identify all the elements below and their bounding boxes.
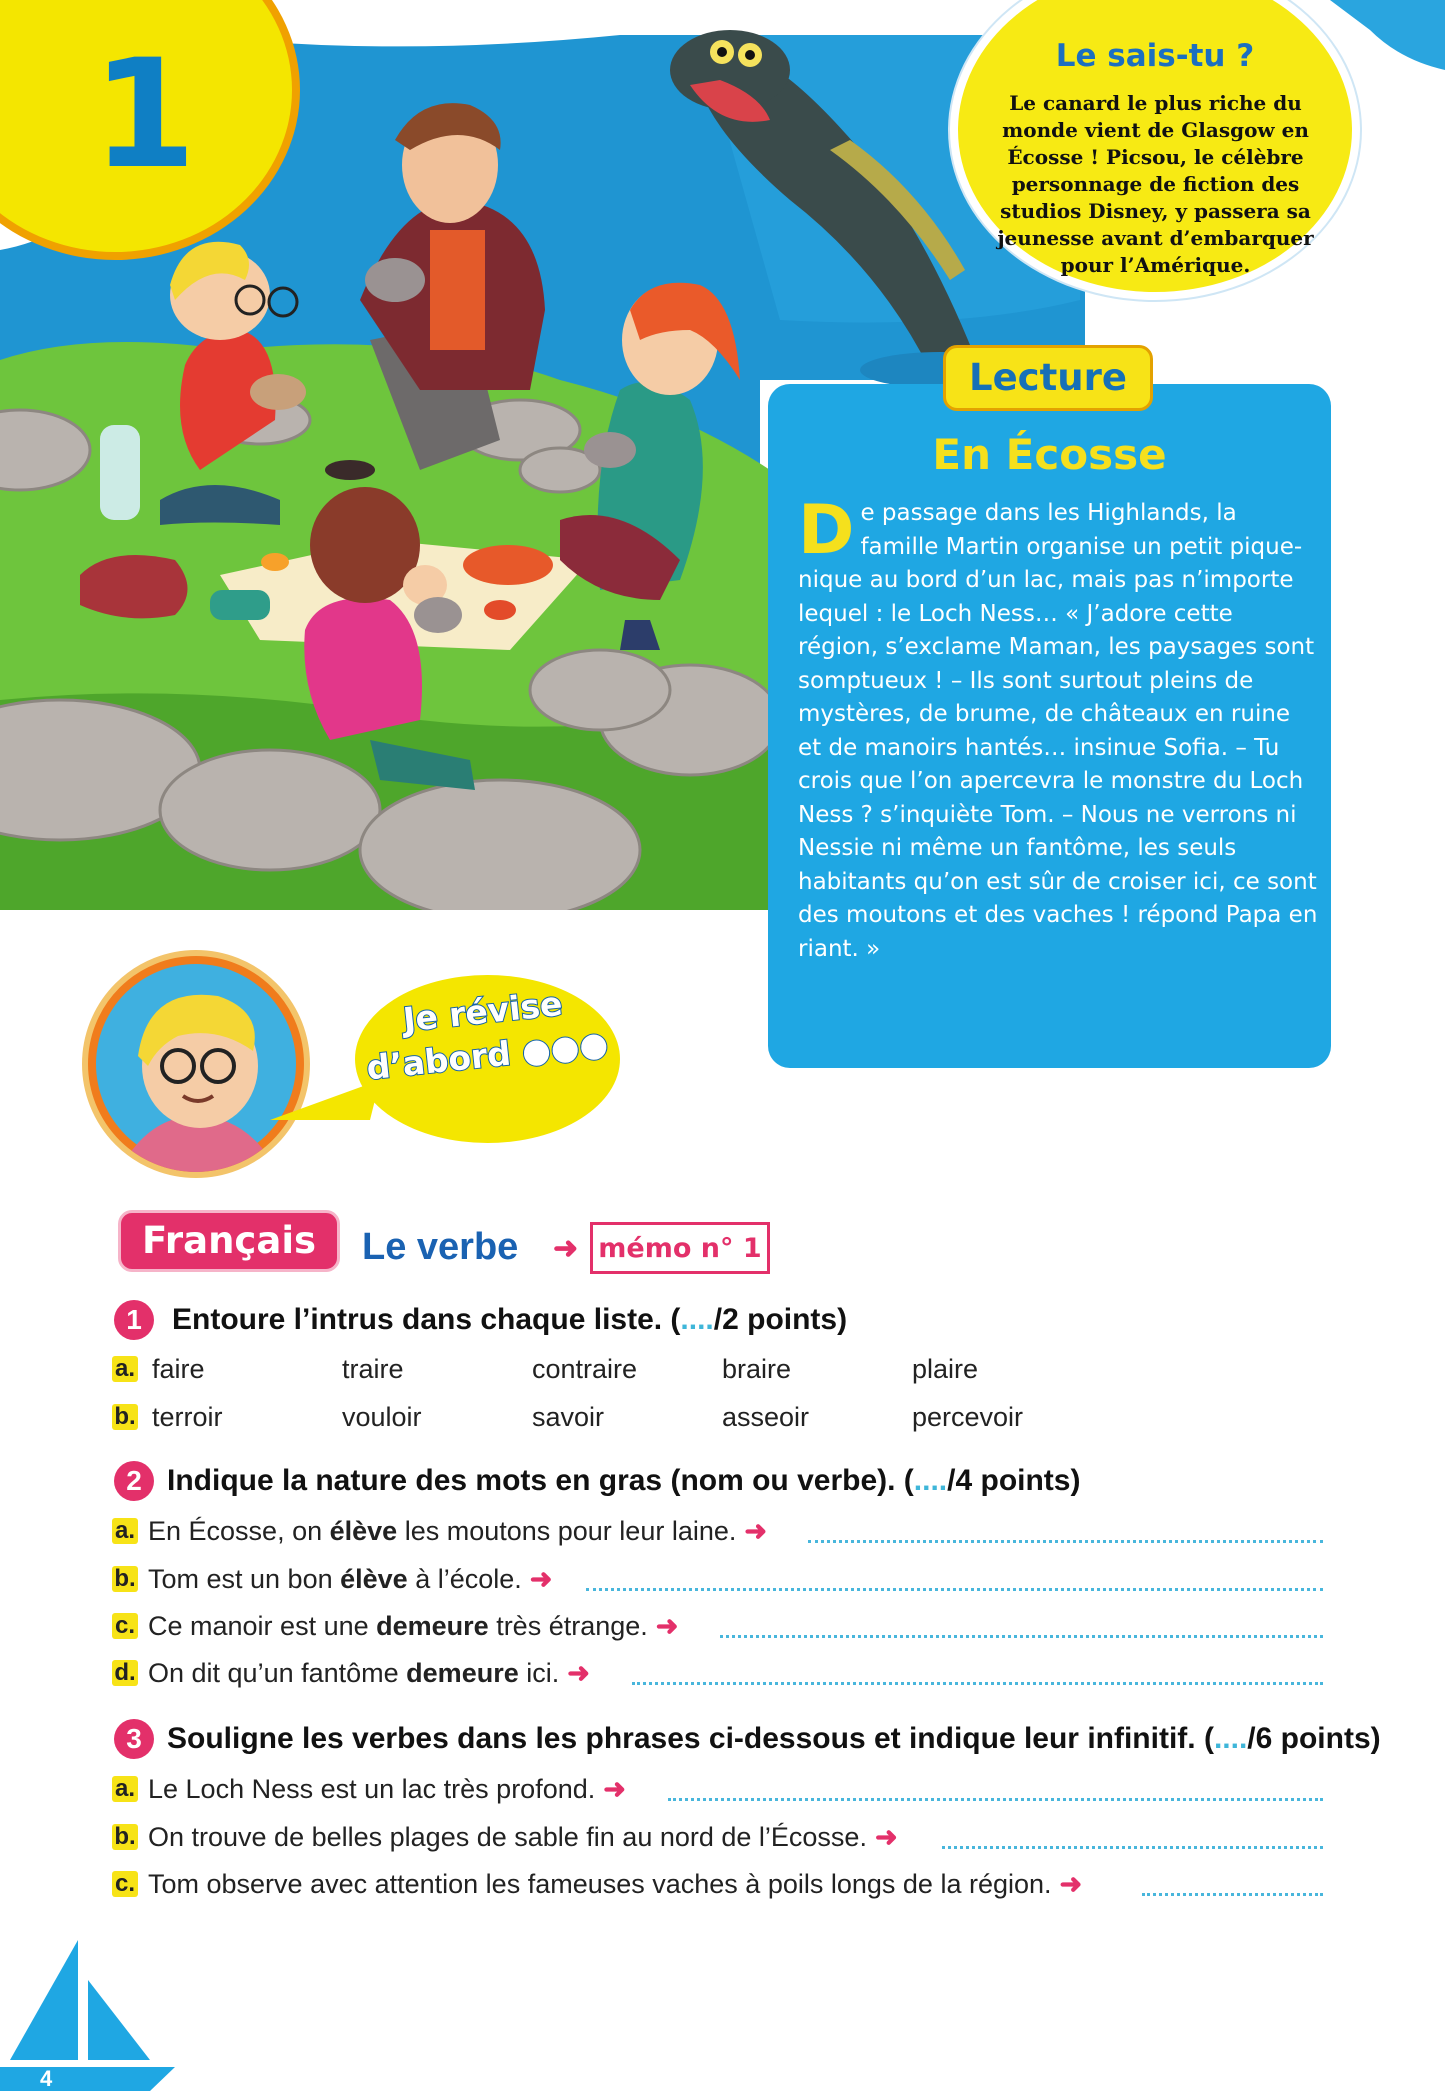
word[interactable]: percevoir: [912, 1402, 1024, 1432]
sentence-part: les moutons pour leur laine.: [397, 1516, 737, 1546]
sentence-part: Tom est un bon: [148, 1564, 341, 1594]
exercise-2-points-blank: ....: [913, 1464, 948, 1497]
word[interactable]: savoir: [532, 1402, 605, 1432]
row-letter: a.: [112, 1518, 138, 1544]
exercise-1-number: 1: [114, 1300, 154, 1340]
answer-field[interactable]: [1142, 1893, 1323, 1896]
row-letter: c.: [112, 1871, 138, 1897]
chapter-number: 1: [92, 28, 197, 202]
bold-word: demeure: [376, 1611, 489, 1641]
reading-text: e passage dans les Highlands, la famille Martin organise un petit pique-nique au bord d’un lac, mais pas n’importe lequel : le Loch Ness… « J’adore cette région, s’exclame Maman, les paysages sont somptueux ! – Ils sont surtout pleins de mystères, de brume, de châteaux en ruine et de manoirs hantés… insinue Sofia. – Tu crois que l’on apercevra le monstre du Loch Ness ? s’inquiète Tom. – Nous ne verrons ni Nessie ni même un fantôme, les seuls habitants qu’on est sûr de croiser ici, ce sont des moutons et des vaches ! répond Papa en riant. »: [798, 500, 1318, 962]
sailboat-icon: [0, 1935, 190, 2091]
row-letter: a.: [112, 1356, 138, 1382]
arrow-icon: ➜: [655, 1611, 679, 1641]
word[interactable]: plaire: [912, 1354, 979, 1384]
arrow-icon: ➜: [744, 1516, 767, 1546]
sentence-part: à l’école.: [407, 1564, 522, 1594]
exercise-3-row-a: [112, 1774, 626, 1805]
exercise-3-row-b: [112, 1822, 898, 1853]
exercise-2-row-b: [112, 1564, 552, 1595]
arrow-icon: ➜: [529, 1564, 553, 1594]
sentence-part: ici.: [518, 1658, 560, 1688]
exercise-2-points: /4 points): [947, 1464, 1081, 1497]
word[interactable]: vouloir: [342, 1402, 422, 1432]
row-letter: a.: [112, 1776, 138, 1802]
page-number: 4: [40, 2066, 53, 2091]
exercise-1-instruction: Entoure l’intrus dans chaque liste. (: [172, 1303, 681, 1336]
row-letter: b.: [112, 1566, 138, 1592]
exercise-2-row-a: [112, 1516, 767, 1547]
exercise-2-title: [167, 1464, 1080, 1498]
sentence-part: Ce manoir est une: [148, 1611, 377, 1641]
exercise-3-points: /6 points): [1247, 1722, 1381, 1755]
memo-arrow-icon: ➜: [553, 1232, 579, 1265]
sentence-part: En Écosse, on: [148, 1516, 330, 1546]
memo-link[interactable]: mémo n° 1: [590, 1222, 770, 1274]
exercise-3-row-c: [112, 1869, 1082, 1900]
arrow-icon: ➜: [1059, 1869, 1083, 1899]
bold-word: élève: [329, 1516, 398, 1546]
bold-word: élève: [340, 1564, 408, 1594]
revise-line-2: d’abord ●●●: [364, 1023, 610, 1088]
exercise-3-number: 3: [114, 1719, 154, 1759]
exercise-1-points-blank: ....: [680, 1303, 714, 1336]
sentence-part: On dit qu’un fantôme: [148, 1658, 407, 1688]
row-letter: b.: [112, 1404, 138, 1430]
word[interactable]: traire: [342, 1354, 404, 1384]
exercise-3-title: [167, 1722, 1381, 1756]
row-letter: d.: [112, 1660, 138, 1686]
sentence: Le Loch Ness est un lac très profond.: [148, 1774, 596, 1804]
sentence: Tom observe avec attention les fameuses vaches à poils longs de la région.: [148, 1869, 1052, 1899]
answer-field[interactable]: [808, 1540, 1323, 1543]
row-letter: b.: [112, 1824, 138, 1850]
exercise-1-title: [172, 1303, 847, 1337]
fact-text: Le canard le plus riche du monde vient de Glasgow en Écosse ! Picsou, le célèbre personnage de fiction des studios Disney, y passera sa jeunesse avant d’embarquer pour l’Amérique.: [997, 91, 1314, 277]
row-letter: c.: [112, 1613, 138, 1639]
reading-title: En Écosse: [932, 430, 1167, 479]
exercise-1-row-a: [112, 1354, 148, 1385]
avatar: [82, 950, 310, 1178]
bold-word: demeure: [406, 1658, 519, 1688]
answer-field[interactable]: [632, 1682, 1323, 1685]
reading-text-block: [798, 491, 1318, 966]
word[interactable]: braire: [722, 1354, 792, 1384]
exercise-2-instruction: Indique la nature des mots en gras (nom ou verbe). (: [167, 1464, 914, 1497]
exercise-2-number: 2: [114, 1461, 154, 1501]
word[interactable]: faire: [152, 1354, 205, 1384]
reading-dropcap: D: [798, 491, 855, 570]
fact-title: Le sais-tu ?: [1055, 38, 1255, 74]
exercise-3-instruction: Souligne les verbes dans les phrases ci-dessous et indique leur infinitif. (: [167, 1722, 1214, 1755]
reading-tag: Lecture: [943, 345, 1153, 411]
arrow-icon: ➜: [603, 1774, 626, 1804]
revise-line-1: Je révise: [401, 983, 565, 1040]
answer-field[interactable]: [942, 1846, 1323, 1849]
word[interactable]: terroir: [152, 1402, 223, 1432]
answer-field[interactable]: [668, 1798, 1323, 1801]
subject-tag: Français: [118, 1210, 340, 1272]
arrow-icon: ➜: [567, 1658, 590, 1688]
sentence: On trouve de belles plages de sable fin au nord de l’Écosse.: [148, 1822, 867, 1852]
arrow-icon: ➜: [874, 1822, 898, 1852]
answer-field[interactable]: [720, 1635, 1323, 1638]
sentence-part: très étrange.: [488, 1611, 648, 1641]
exercise-1-points: /2 points): [713, 1303, 848, 1336]
word[interactable]: contraire: [532, 1354, 638, 1384]
answer-field[interactable]: [586, 1588, 1323, 1591]
exercise-2-row-d: [112, 1658, 590, 1689]
exercise-2-row-c: [112, 1611, 678, 1642]
exercise-1-row-b: [112, 1402, 148, 1433]
word[interactable]: asseoir: [722, 1402, 810, 1432]
exercise-3-points-blank: ....: [1213, 1722, 1248, 1755]
subject-title: Le verbe: [362, 1226, 519, 1268]
